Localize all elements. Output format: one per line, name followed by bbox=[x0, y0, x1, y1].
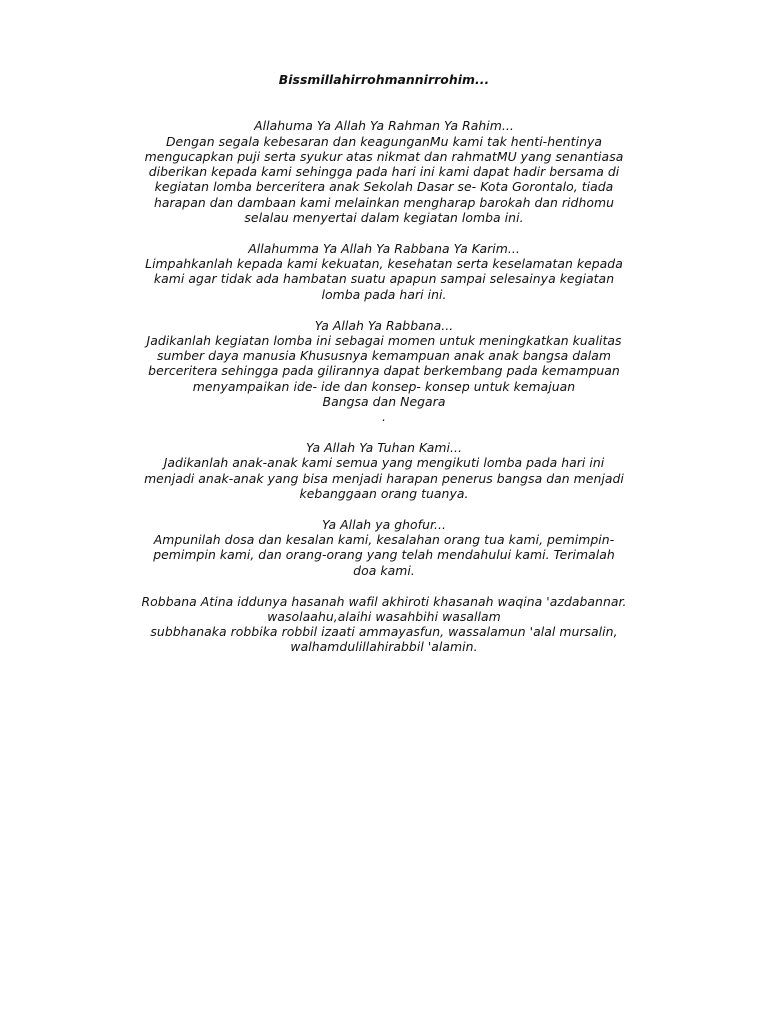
stanza bbox=[80, 517, 688, 578]
stanza-line: wasolaahu,alaihi wasahbihi wasallam bbox=[267, 608, 501, 624]
stanza bbox=[80, 318, 688, 425]
stanza bbox=[80, 440, 688, 501]
stanza-heading-line: Ya Allah ya ghofur... bbox=[322, 516, 446, 532]
stanza-line: selalau menyertai dalam kegiatan lomba ini. bbox=[244, 210, 524, 226]
prayer-text bbox=[80, 72, 688, 670]
stanza-line: harapan dan dambaan kami melainkan mengharap barokah dan ridhomu bbox=[153, 194, 615, 210]
stanza bbox=[80, 118, 688, 225]
stanza-line: pemimpin kami, dan orang-orang yang telah mendahului kami. Terimalah bbox=[153, 547, 615, 563]
stanza-list bbox=[80, 118, 688, 654]
stanza-line: lomba pada hari ini. bbox=[321, 286, 447, 302]
stanza-heading-line: Allahuma Ya Allah Ya Rahman Ya Rahim... bbox=[254, 118, 514, 134]
stanza-line: kami agar tidak ada hambatan suatu apapun sampai selesainya kegiatan bbox=[153, 271, 615, 287]
stanza-line: doa kami. bbox=[353, 562, 415, 578]
stanza-line: Ampunilah dosa dan kesalan kami, kesalahan orang tua kami, pemimpin- bbox=[153, 532, 615, 548]
stanza-line: menyampaikan ide- ide dan konsep- konsep untuk kemajuan bbox=[192, 378, 576, 394]
stanza-line: mengucapkan puji serta syukur atas nikmat dan rahmatMU yang senantiasa bbox=[144, 148, 624, 164]
stanza-line: Jadikanlah kegiatan lomba ini sebagai momen untuk meningkatkan kualitas bbox=[146, 332, 622, 348]
stanza-line: sumber daya manusia Khususnya kemampuan anak anak bangsa dalam bbox=[156, 348, 612, 364]
stanza bbox=[80, 594, 688, 655]
stanza-line: Limpahkanlah kepada kami kekuatan, kesehatan serta keselamatan kepada bbox=[145, 256, 623, 272]
stanza-line: . bbox=[382, 409, 386, 425]
stanza-heading-line: Allahumma Ya Allah Ya Rabbana Ya Karim... bbox=[248, 240, 520, 256]
stanza-line: Dengan segala kebesaran dan keagunganMu kami tak henti-hentinya bbox=[165, 133, 603, 149]
document-title: Bissmillahirrohmannirrohim... bbox=[278, 72, 490, 87]
stanza-heading-line: Ya Allah Ya Tuhan Kami... bbox=[306, 440, 462, 456]
stanza-line: diberikan kepada kami sehingga pada hari ini kami dapat hadir bersama di bbox=[148, 164, 620, 180]
stanza-line: Jadikanlah anak-anak kami semua yang mengikuti lomba pada hari ini bbox=[163, 455, 605, 471]
stanza-heading-line: Ya Allah Ya Rabbana... bbox=[314, 317, 454, 333]
stanza-heading-line: Robbana Atina iddunya hasanah wafil akhiroti khasanah waqina 'azdabannar. bbox=[141, 593, 627, 609]
stanza-line: Bangsa dan Negara bbox=[322, 394, 446, 410]
stanza-line: kebanggaan orang tuanya. bbox=[299, 486, 469, 502]
stanza-line: subbhanaka robbika robbil izaati ammayasfun, wassalamun 'alal mursalin, bbox=[150, 624, 618, 640]
stanza-line: menjadi anak-anak yang bisa menjadi harapan penerus bangsa dan menjadi bbox=[144, 470, 624, 486]
stanza-line: walhamdulillahirabbil 'alamin. bbox=[290, 639, 478, 655]
stanza-line: berceritera sehingga pada gilirannya dapat berkembang pada kemampuan bbox=[148, 363, 620, 379]
stanza-line: kegiatan lomba berceritera anak Sekolah Dasar se- Kota Gorontalo, tiada bbox=[154, 179, 614, 195]
stanza bbox=[80, 241, 688, 302]
